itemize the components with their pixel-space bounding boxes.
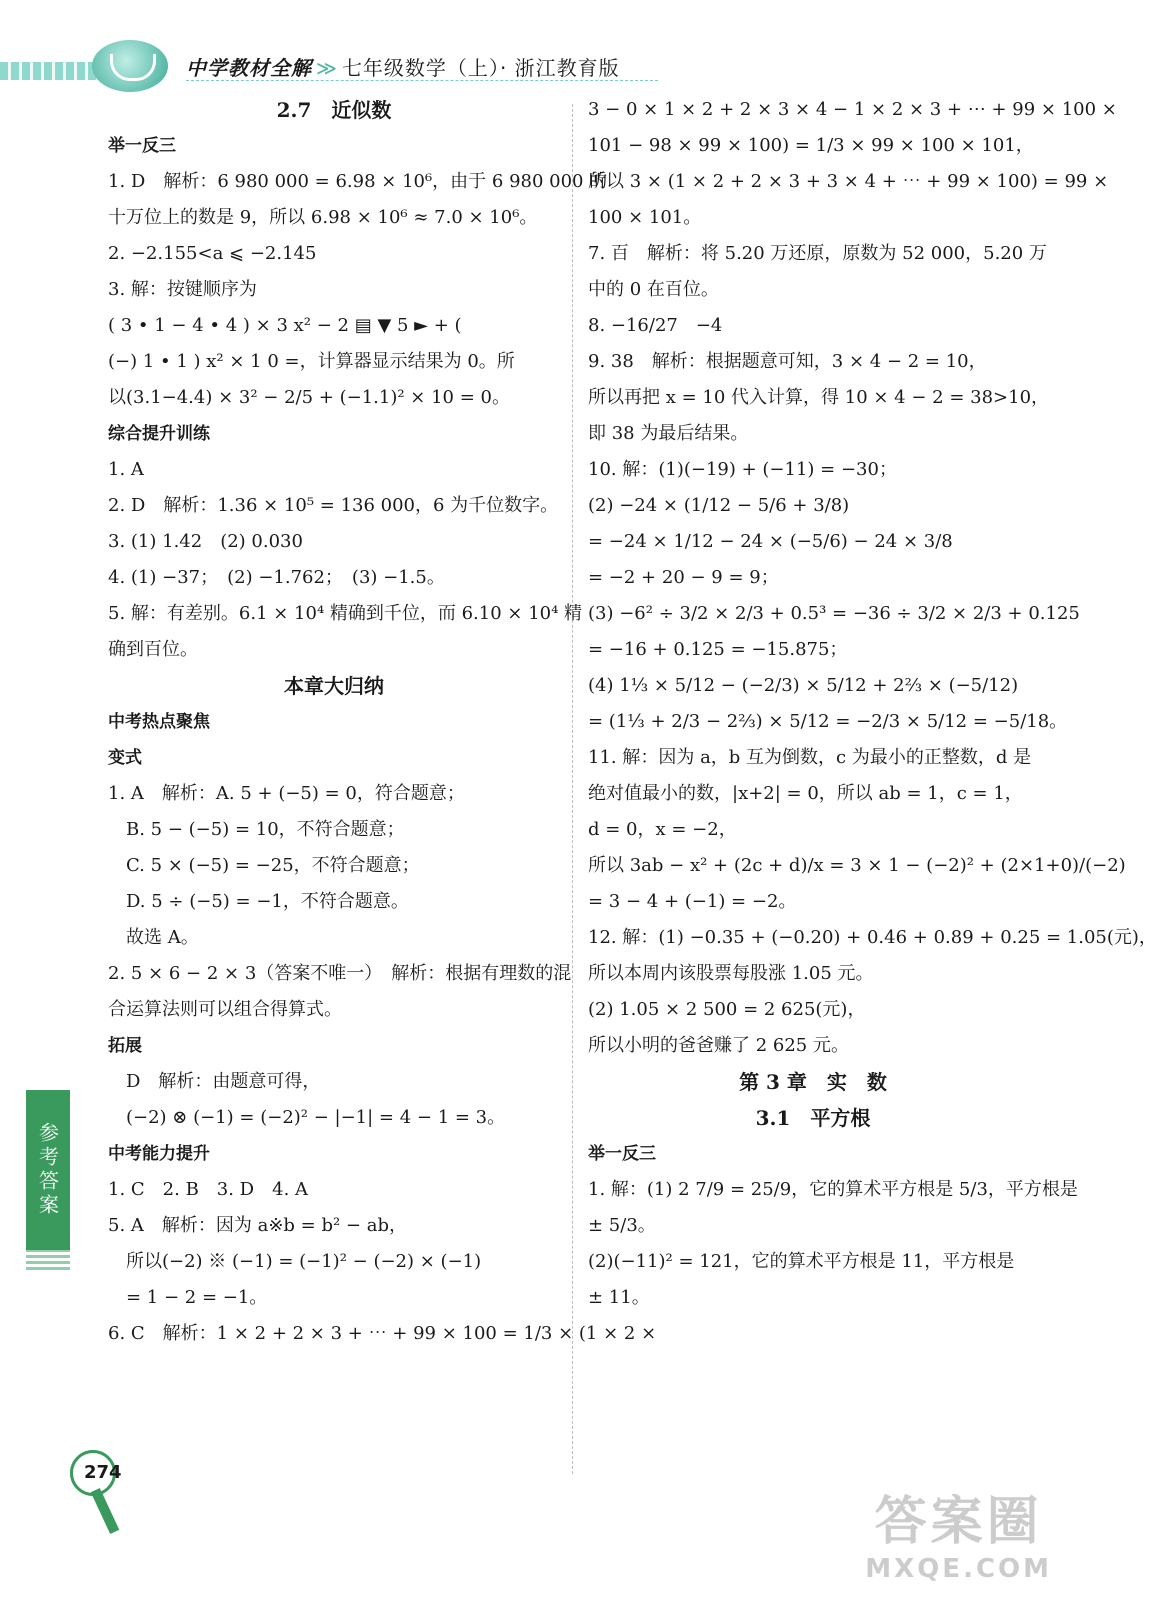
- answer-line: (4) 1⅓ × 5/12 − (−2/3) × 5/12 + 2⅔ × (−5/12): [588, 675, 1019, 696]
- answer-line: 6. C 解析：1 × 2 + 2 × 3 + ⋯ + 99 × 100 = 1/3 × (1 × 2 ×: [108, 1323, 657, 1344]
- answer-line: 所以小明的爸爸赚了 2 625 元。: [588, 1035, 849, 1056]
- answer-line: 1. C 2. B 3. D 4. A: [108, 1179, 309, 1200]
- answer-line: 即 38 为最后结果。: [588, 423, 749, 444]
- subsection-heading: 变式: [108, 748, 142, 768]
- answer-line: (2)(−11)² = 121，它的算术平方根是 11，平方根是: [588, 1251, 1015, 1272]
- section-title: 本章大归纳: [284, 674, 384, 698]
- subsection-heading: 中考能力提升: [108, 1144, 210, 1164]
- publisher-label: · 浙江教育版: [499, 56, 620, 80]
- answer-line: 合运算法则可以组合得算式。: [108, 999, 342, 1020]
- book-title: 中学教材全解: [186, 56, 312, 80]
- answer-line: = −16 + 0.125 = −15.875；: [588, 639, 848, 660]
- header-separator: ≫: [316, 56, 338, 80]
- subsection-heading: 举一反三: [588, 1144, 656, 1164]
- answer-line: 所以本周内该股票每股涨 1.05 元。: [588, 963, 874, 984]
- answer-line: 2. 5 × 6 − 2 × 3（答案不唯一） 解析：根据有理数的混: [108, 963, 572, 984]
- answer-line: (3) −6² ÷ 3/2 × 2/3 + 0.5³ = −36 ÷ 3/2 × 2/3 + 0.125: [588, 603, 1080, 624]
- answer-line: 3 − 0 × 1 × 2 + 2 × 3 × 4 − 1 × 2 × 3 + ⋯ + 99 × 100 ×: [588, 99, 1117, 120]
- answer-line: C. 5 × (−5) = −25，不符合题意；: [108, 855, 420, 876]
- answer-line: 故选 A。: [108, 927, 199, 948]
- answer-line: 10. 解：(1)(−19) + (−11) = −30；: [588, 459, 897, 480]
- answer-line: 9. 38 解析：根据题意可知，3 × 4 − 2 = 10，: [588, 351, 987, 372]
- answer-line: = −24 × 1/12 − 24 × (−5/6) − 24 × 3/8: [588, 531, 953, 552]
- answer-line: ± 5/3。: [588, 1215, 656, 1236]
- page-header: [0, 0, 1082, 100]
- answer-line: ± 11。: [588, 1287, 650, 1308]
- magnifier-handle: [91, 1488, 120, 1534]
- side-tab: 参考答案: [26, 1090, 70, 1250]
- answer-line: 101 − 98 × 99 × 100) = 1/3 × 99 × 100 × 101，: [588, 135, 1034, 156]
- side-tab-stripe: [26, 1250, 70, 1270]
- right-column: [588, 92, 1157, 1316]
- answer-line: 3. (1) 1.42 (2) 0.030: [108, 531, 303, 552]
- answer-line: (2) 1.05 × 2 500 = 2 625(元)，: [588, 999, 866, 1020]
- header-rule: [186, 80, 658, 81]
- answer-line: 1. A 解析：A. 5 + (−5) = 0，符合题意；: [108, 783, 465, 804]
- answer-line: 100 × 101。: [588, 207, 702, 228]
- answer-line: 2. D 解析：1.36 × 10⁵ = 136 000，6 为千位数字。: [108, 495, 559, 516]
- answer-line: 1. 解：(1) 2 7/9 = 25/9，它的算术平方根是 5/3，平方根是: [588, 1179, 1078, 1200]
- answer-line: (2) −24 × (1/12 − 5/6 + 3/8): [588, 495, 850, 516]
- answer-line: 1. A: [108, 459, 144, 480]
- answer-line: 3. 解：按键顺序为: [108, 279, 257, 300]
- answer-line: 1. D 解析：6 980 000 = 6.98 × 10⁶，由于 6 980 000 的: [108, 171, 608, 192]
- answer-line: D 解析：由题意可得，: [108, 1071, 321, 1092]
- subsection-heading: 举一反三: [108, 136, 176, 156]
- answer-line: = 3 − 4 + (−1) = −2。: [588, 891, 797, 912]
- answer-line: 12. 解：(1) −0.35 + (−0.20) + 0.46 + 0.89 + 0.25 = 1.05(元)，: [588, 927, 1157, 948]
- header-title: [186, 52, 620, 81]
- subsection-heading: 拓展: [108, 1036, 142, 1056]
- answer-line: 5. A 解析：因为 a※b = b² − ab，: [108, 1215, 407, 1236]
- subsection-heading: 中考热点聚焦: [108, 712, 210, 732]
- book-logo-icon: [92, 40, 168, 92]
- answer-line: = (1⅓ + 2/3 − 2⅔) × 5/12 = −2/3 × 5/12 = −5/18。: [588, 711, 1068, 732]
- answer-line: 十万位上的数是 9，所以 6.98 × 10⁶ ≈ 7.0 × 10⁶。: [108, 207, 538, 228]
- section-title: 第 3 章 实 数: [739, 1070, 887, 1094]
- answer-line: D. 5 ÷ (−5) = −1，不符合题意。: [108, 891, 409, 912]
- answer-line: ( 3 • 1 − 4 • 4 ) × 3 x² − 2 ▤ ▼ 5 ► + (: [108, 315, 462, 336]
- answer-line: (−) 1 • 1 ) x² × 1 0 =，计算器显示结果为 0。所: [108, 351, 515, 372]
- answer-line: 2. −2.155<a ⩽ −2.145: [108, 243, 317, 264]
- answer-line: d = 0，x = −2，: [588, 819, 737, 840]
- answer-line: (−2) ⊗ (−1) = (−2)² − |−1| = 4 − 1 = 3。: [108, 1107, 506, 1128]
- watermark-line2: MXQE.COM: [865, 1554, 1052, 1584]
- subsection-heading: 综合提升训练: [108, 424, 210, 444]
- answer-line: 4. (1) −37； (2) −1.762； (3) −1.5。: [108, 567, 445, 588]
- answer-line: 所以再把 x = 10 代入计算，得 10 × 4 − 2 = 38>10，: [588, 387, 1050, 408]
- watermark-line1: 答案圈: [874, 1492, 1043, 1552]
- answer-line: 所以(−2) ※ (−1) = (−1)² − (−2) × (−1): [108, 1251, 482, 1272]
- subject-title: 七年级数学（上）: [341, 56, 500, 80]
- answer-line: 以(3.1−4.4) × 3² − 2/5 + (−1.1)² × 10 = 0。: [108, 387, 510, 408]
- answer-line: = −2 + 20 − 9 = 9；: [588, 567, 779, 588]
- answer-line: 所以 3 × (1 × 2 + 2 × 3 + 3 × 4 + ⋯ + 99 × 100) = 99 ×: [588, 171, 1109, 192]
- page-number: 274: [84, 1462, 122, 1483]
- section-title: 3.1 平方根: [755, 1106, 871, 1130]
- answer-line: 8. −16/27 −4: [588, 315, 723, 336]
- answer-line: 绝对值最小的数，|x+2| = 0，所以 ab = 1，c = 1，: [588, 783, 1023, 804]
- answer-line: B. 5 − (−5) = 10，不符合题意；: [108, 819, 405, 840]
- answer-line: 中的 0 在百位。: [588, 279, 719, 300]
- watermark: [865, 1479, 1052, 1584]
- section-title: 2.7 近似数: [276, 98, 392, 122]
- answer-line: 11. 解：因为 a，b 互为倒数，c 为最小的正整数，d 是: [588, 747, 1032, 768]
- answer-line: 7. 百 解析：将 5.20 万还原，原数为 52 000，5.20 万: [588, 243, 1047, 264]
- answer-line: 确到百位。: [108, 639, 198, 660]
- answer-line: = 1 − 2 = −1。: [108, 1287, 268, 1308]
- answer-line: 所以 3ab − x² + (2c + d)/x = 3 × 1 − (−2)² + (2×1+0)/(−2): [588, 855, 1126, 876]
- answer-line: 5. 解：有差别。6.1 × 10⁴ 精确到千位，而 6.10 × 10⁴ 精: [108, 603, 583, 624]
- column-divider: [572, 104, 573, 1474]
